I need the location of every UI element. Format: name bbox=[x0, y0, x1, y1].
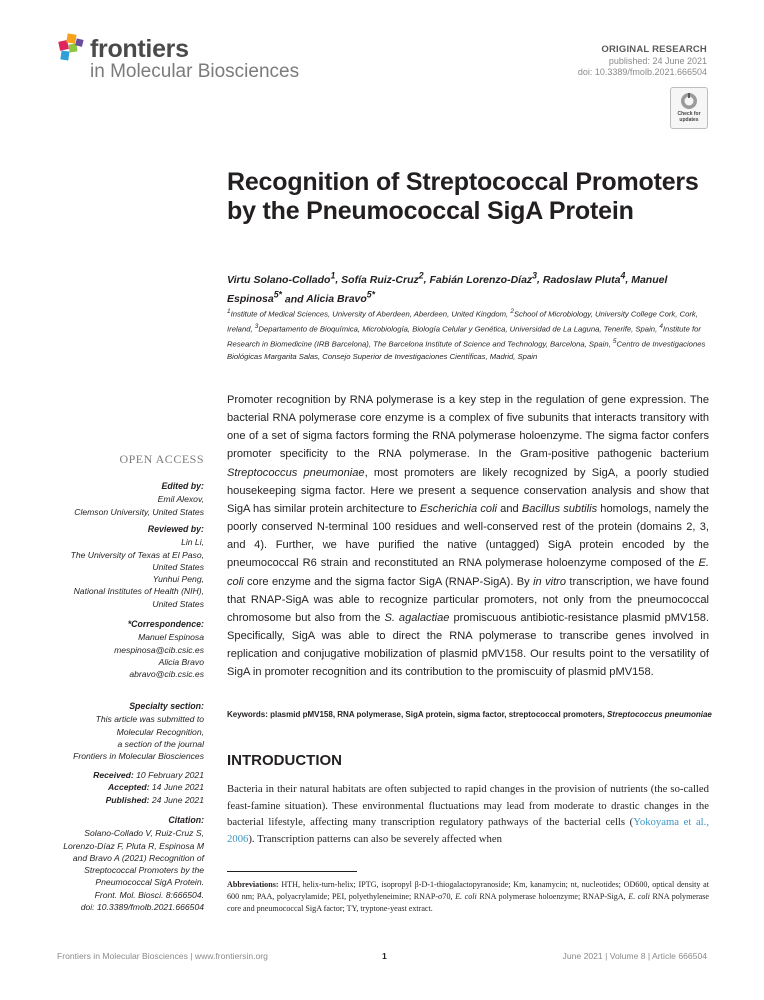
footnote-divider bbox=[227, 871, 357, 872]
author-link[interactable]: Alicia Bravo$^{5*}$ bbox=[306, 289, 376, 305]
article-type: ORIGINAL RESEARCH bbox=[601, 44, 707, 55]
footer-issue-info: June 2021 | Volume 8 | Article 666504 bbox=[562, 951, 707, 961]
footer-journal-link[interactable]: Frontiers in Molecular Biosciences | www.frontiersin.org bbox=[57, 951, 268, 961]
reviewed-by: Reviewed by: Lin Li, The University of Texas at El Paso, United States Yunhui Peng, National Institutes of Health (NIH), United States bbox=[34, 523, 204, 610]
logo-journal-name: in Molecular Biosciences bbox=[90, 61, 300, 82]
abstract: Promoter recognition by RNA polymerase is a key step in the regulation of gene expression. The bacterial RNA polymerase core enzyme is a complex of five subunits that interacts transitory with one of a set of sigma factors forming the RNA polymerase holoenzyme. The sigma factor confers promoter specificity to the RNA polymerase. In the Gram-positive pathogenic bacterium Streptococcus pneumoniae, most promoters are likely recognized by SigA, a poorly studied housekeeping sigma factor. Here we present a sequence conservation analysis and show that SigA has similar protein architecture to Escherichia coli and Bacillus subtilis homologs, namely the poorly conserved N-terminal 100 residues and well-conserved rest of the protein (domains 2, 3, and 4). Further, we have purified the native (untagged) SigA protein encoded by the pneumococcal R6 strain and reconstituted an RNA polymerase holoenzyme composed of the E. coli core enzyme and the sigma factor SigA (RNAP-SigA). By in vitro transcription, we have found that RNAP-SigA was able to recognize particular promoters, not only from the pneumococcal chromosome but also from the S. agalactiae promiscuous antibiotic-resistance plasmid pMV158. Specifically, SigA was able to direct the RNA polymerase to transcribe genes involved in replication and conjugative mobilization of plasmid pMV158. Our results point to the versatility of SigA in promoter recognition and its contribution to the promiscuity of plasmid pMV158. bbox=[227, 394, 709, 679]
reviewer-link[interactable]: Lin Li, bbox=[181, 537, 204, 548]
citation-doi-link[interactable]: doi: 10.3389/fmolb.2021.666504 bbox=[80, 902, 204, 913]
author-link[interactable]: Sofía Ruiz-Cruz$^2$ bbox=[341, 270, 424, 286]
edited-by: Edited by: Emil Alexov, Clemson University, United States bbox=[34, 480, 204, 518]
email-link[interactable]: abravo@cib.csic.es bbox=[129, 669, 204, 680]
keywords-label: Keywords: bbox=[227, 710, 271, 719]
frontiers-logo-icon bbox=[57, 33, 87, 63]
affiliations: $^1$Institute of Medical Sciences, University of Aberdeen, Aberdeen, United Kingdom, $^2$School of Microbiology, University College Cork, Cork, Ireland, $^3$Departamento de Bioquímica, Microbiología, Biología Celular y Genética, Universidad de La Laguna, Tenerife, Spain, $^4$Institute for Research in Biomedicine (IRB Barcelona), The Barcelona Institute of Science and Technology, Barcelona, Spain, $^5$Centro de Investigaciones Biológicas Margarita Salas, Consejo Superior de Investigaciones Científicas, Madrid, Spain bbox=[227, 308, 706, 362]
author-link[interactable]: Virtu Solano-Collado$^1$ bbox=[227, 270, 336, 286]
section-heading-introduction: INTRODUCTION bbox=[227, 752, 342, 769]
abbreviations-footnote: Abbreviations: HTH, helix-turn-helix; IPTG, isopropyl β-D-1-thiogalactopyranoside; Km, kanamycin; nt, nucleotides; OD600, optical density at 600 nm; PAA, polyacrylamide; PEI, polyethyleneimine; RNAP-σ70, E. coli RNA polymerase holoenzyme; RNAP-SigA, E. coli RNA polymerase core and pneumococcal SigA factor; TY, tryptone-yeast extract. bbox=[227, 880, 709, 913]
specialty-section: Specialty section: This article was submitted to Molecular Recognition, a section of the journal Frontiers in Molecular Biosciences bbox=[73, 701, 204, 762]
editor-link[interactable]: Emil Alexov, bbox=[157, 494, 204, 505]
check-badge-line-2: updates bbox=[679, 117, 699, 123]
article-title: Recognition of Streptococcal Promoters by the Pneumococcal SigA Protein bbox=[227, 168, 699, 225]
check-updates-icon bbox=[680, 92, 698, 110]
introduction-paragraph: Bacteria in their natural habitats are often subjected to rapid changes in the provision of nutrients (the so-called feast-famine situation). These environmental fluctuations may lead from moderate to drastic changes in the bacterial lifestyle, affecting many transcription regulatory pathways of the bacterial cells (Yokoyama et al., 2006). Transcription patterns can also be severely affected when bbox=[227, 783, 709, 845]
citation-link[interactable]: Yokoyama et al., 2006 bbox=[227, 816, 709, 845]
check-badge-line-1: Check for bbox=[677, 111, 701, 117]
author-link[interactable]: Manuel Espinosa$^{5*}$ bbox=[227, 273, 668, 305]
correspondence: *Correspondence: Manuel Espinosa mespinosa@cib.csic.es Alicia Bravo abravo@cib.csic.es bbox=[34, 618, 204, 680]
email-link[interactable]: mespinosa@cib.csic.es bbox=[114, 644, 204, 655]
author-link[interactable]: Fabián Lorenzo-Díaz$^3$ bbox=[429, 270, 538, 286]
check-for-updates-badge[interactable] bbox=[670, 87, 708, 129]
logo-brand: frontiers bbox=[90, 35, 189, 63]
doi-link[interactable]: doi: 10.3389/fmolb.2021.666504 bbox=[577, 67, 707, 77]
page-number: 1 bbox=[382, 951, 387, 961]
open-access-label: OPEN ACCESS bbox=[119, 452, 204, 466]
journal-logo[interactable] bbox=[57, 33, 317, 83]
article-dates: Received: 10 February 2021 Accepted: 14 June 2021 Published: 24 June 2021 bbox=[93, 770, 204, 805]
keywords: Keywords: plasmid pMV158, RNA polymerase, SigA protein, sigma factor, streptococcal promoters, Streptococcus pneumoniae bbox=[227, 710, 712, 719]
published-date: published: 24 June 2021 bbox=[608, 56, 707, 66]
author-link[interactable]: Radoslaw Pluta$^4$ bbox=[542, 270, 626, 286]
citation-block: Citation: Solano-Collado V, Ruiz-Cruz S, Lorenzo-Díaz F, Pluta R, Espinosa M and Bravo A (2021) Recognition of Streptococcal Promoters by the Pneumococcal SigA Protein. Front. Mol. Biosci. 8:666504. doi: 10.3389/fmolb.2021.666504 bbox=[34, 814, 204, 913]
article-meta bbox=[578, 44, 707, 77]
author-list: Virtu Solano-Collado$^1$, Sofía Ruiz-Cruz$^2$, Fabián Lorenzo-Díaz$^3$, Radoslaw Pluta$^4$, Manuel Espinosa$^{5*}$ and Alicia Bravo$^{5*}$ bbox=[227, 270, 668, 305]
reviewer-link[interactable]: Yunhui Peng, bbox=[152, 574, 204, 585]
